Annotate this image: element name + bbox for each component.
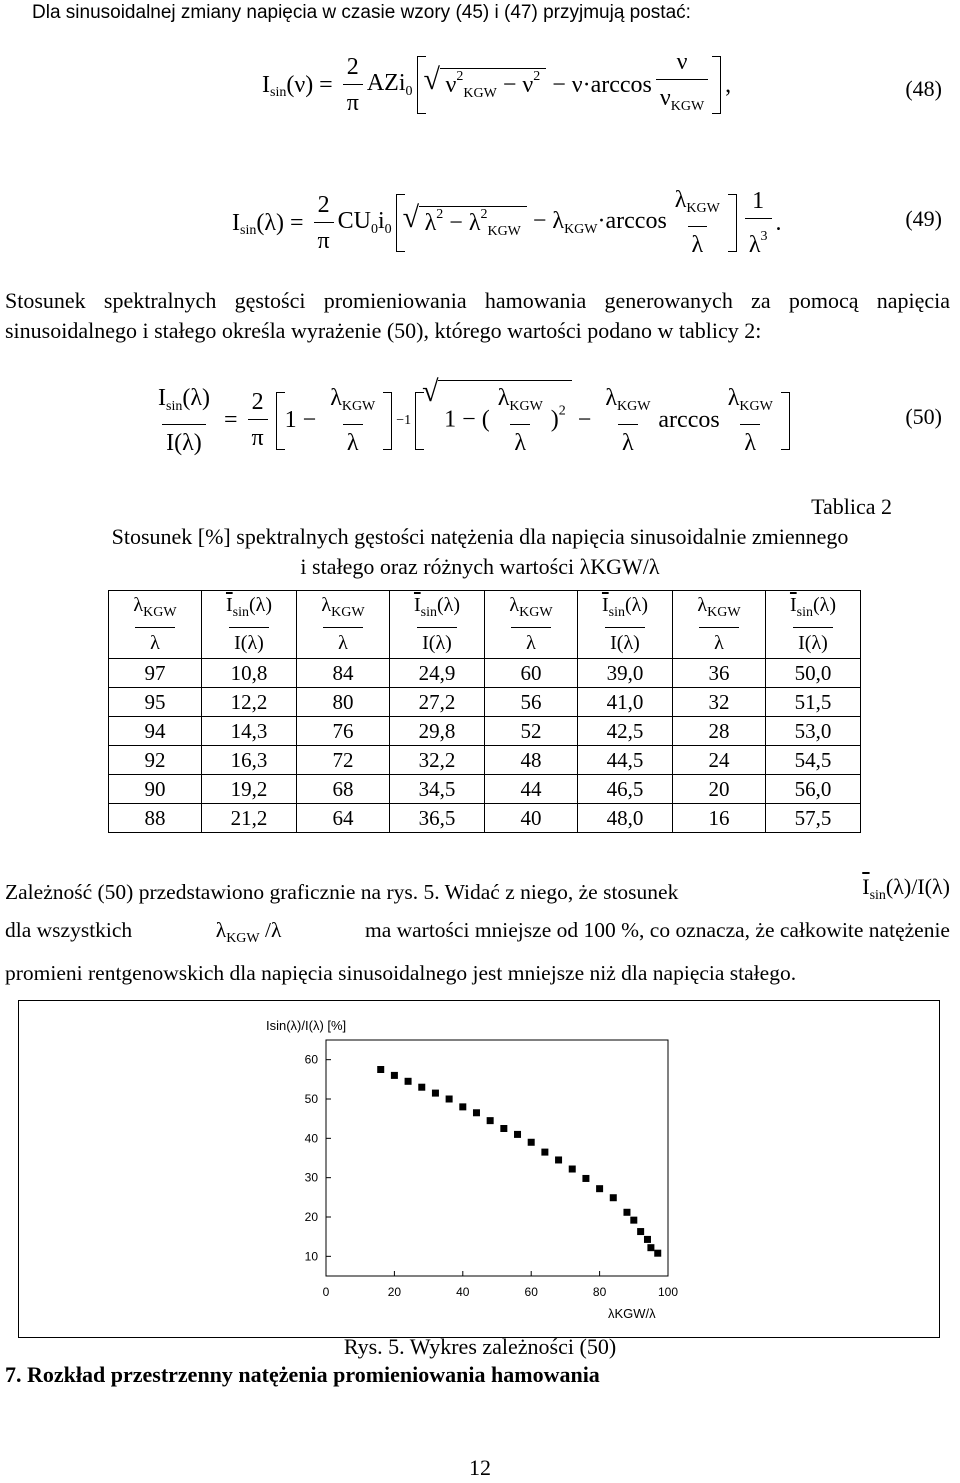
data-point <box>647 1244 654 1251</box>
x-tick-label: 0 <box>322 1285 330 1299</box>
y-tick-label: 30 <box>304 1170 318 1185</box>
table-cell: 41,0 <box>578 688 673 717</box>
y-tick-label: 50 <box>304 1092 318 1106</box>
data-point <box>459 1103 466 1110</box>
data-point <box>405 1078 412 1085</box>
data-point <box>541 1149 548 1156</box>
data-point <box>637 1228 644 1235</box>
y-tick-label: 20 <box>304 1210 318 1224</box>
table-caption: Stosunek [%] spektralnych gęstości natężenia dla napięcia sinusoidalnie zmiennego i stałego oraz różnych wartości λKGW/λ <box>111 524 849 579</box>
data-point <box>377 1066 384 1073</box>
table-row <box>109 717 861 746</box>
table-cell: 84 <box>297 659 390 688</box>
table-cell: 95 <box>109 688 202 717</box>
x-tick-label: 40 <box>456 1285 470 1299</box>
table-cell: 16 <box>673 804 766 833</box>
data-point <box>500 1125 507 1132</box>
data-point <box>555 1156 562 1163</box>
equation-number-49: (49) <box>905 206 942 231</box>
table-cell: 19,2 <box>202 775 297 804</box>
table-cell: 50,0 <box>766 659 861 688</box>
x-tick-label: 20 <box>387 1285 402 1299</box>
table-row <box>109 746 861 775</box>
data-table <box>108 590 861 833</box>
table-cell: 60 <box>485 659 578 688</box>
data-point <box>418 1084 425 1091</box>
table-cell: 80 <box>297 688 390 717</box>
table-cell: 16,3 <box>202 746 297 775</box>
data-point <box>514 1131 521 1138</box>
data-point <box>596 1185 603 1192</box>
table-cell: 57,5 <box>766 804 861 833</box>
figure-caption: Rys. 5. Wykres zależności (50) <box>343 1334 617 1359</box>
data-point <box>487 1117 494 1124</box>
table-cell: 46,5 <box>578 775 673 804</box>
chart-xlabel: λKGW/λ <box>608 1306 656 1321</box>
data-point <box>610 1194 617 1201</box>
table-cell: 56 <box>485 688 578 717</box>
table-cell: 34,5 <box>390 775 485 804</box>
table-cell: 36,5 <box>390 804 485 833</box>
table-cell: 44,5 <box>578 746 673 775</box>
table-cell: 40 <box>485 804 578 833</box>
plot-area <box>326 1040 668 1276</box>
table-cell: 12,2 <box>202 688 297 717</box>
data-point <box>644 1236 651 1243</box>
table-cell: 29,8 <box>390 717 485 746</box>
intro-text: Dla sinusoidalnej zmiany napięcia w czasie wzory (45) i (47) przyjmują postać: <box>32 2 691 23</box>
data-point <box>582 1175 589 1182</box>
equation-48: I sin (ν) = $\frac{2}{\pi}$ AZi$_0$ √ $\nu^2_{KGW} - \nu^2$ − ν·arccos $\frac{\nu}{\nu_{KGW}}$ , <box>262 45 731 125</box>
chart <box>18 1000 938 1336</box>
table-cell: 21,2 <box>202 804 297 833</box>
y-tick-label: 40 <box>304 1131 318 1146</box>
table-cell: 76 <box>297 717 390 746</box>
data-point <box>432 1090 439 1097</box>
paragraph-2-line-2b: ma wartości mniejsze od 100 %, co oznacza, że całkowite natężenie <box>364 918 950 942</box>
table-cell: 42,5 <box>578 717 673 746</box>
equation-50: $\frac{I_{sin}(\lambda)}{I(\lambda)}$ = $\frac{2}{\pi}$ 1 − $\frac{\lambda_{KGW}}{\lambda}$ −1 √ 1 − ( $\frac{\lambda_{KGW}}{\lambda}$ )$^2$ − $\frac{\lambda_{KGW}}{\lambda}$ arccos $\frac{\lambda_{KGW}}{\lambda}$ <box>150 380 794 461</box>
x-tick-label: 100 <box>657 1285 679 1299</box>
paragraph-2-line-1: Zależność (50) przedstawiono graficznie na rys. 5. Widać z niego, że stosunek <box>5 879 679 904</box>
table-cell: 72 <box>297 746 390 775</box>
x-tick-label: 60 <box>524 1285 538 1299</box>
table-cell: 14,3 <box>202 717 297 746</box>
equation-number-48: (48) <box>905 76 942 101</box>
table-cell: 28 <box>673 717 766 746</box>
table-cell: 97 <box>109 659 202 688</box>
y-tick-label: 10 <box>304 1249 318 1264</box>
equation-49: I sin (λ) = $\frac{2}{\pi}$ $CU_0i_0$ √ $\lambda^2 - \lambda^2_{KGW}$ − $\lambda_{KGW}\cdot\arccos$ $\frac{\lambda_{KGW}}{\lambda}$ $\frac{1}{\lambda^3}$ . <box>232 183 782 263</box>
table-cell: 10,8 <box>202 659 297 688</box>
data-point <box>446 1096 453 1103</box>
data-point <box>569 1166 576 1173</box>
table-row <box>109 688 861 717</box>
table-cell: 32 <box>673 688 766 717</box>
chart-axes <box>305 1040 679 1299</box>
chart-points <box>377 1066 661 1257</box>
y-tick-label: 60 <box>304 1052 318 1067</box>
table-row <box>109 775 861 804</box>
table-label: Tablica 2 <box>811 494 892 519</box>
table-cell: 88 <box>109 804 202 833</box>
table-cell: 24,9 <box>390 659 485 688</box>
paragraph-2: Zależność (50) przedstawiono graficznie na rys. 5. Widać z niego, że stosunek $\overline{I}_{sin}(\lambda)/I(\lambda)$ dla wszystkich $\lambda_{KGW}$ /λ ma wartości mniejsze od 100 %, co oznacza, że całkowite natężenie promieni rentgenowskich dla napięcia sinusoidalnego jest mniejsze niż dla napięcia stałego. <box>5 870 950 990</box>
table-cell: 53,0 <box>766 717 861 746</box>
table-cell: 36 <box>673 659 766 688</box>
table-cell: 27,2 <box>390 688 485 717</box>
data-point <box>473 1109 480 1116</box>
x-tick-label: 80 <box>592 1285 607 1299</box>
page-number: 12 <box>469 1455 491 1480</box>
table-row <box>109 804 861 833</box>
data-point <box>528 1139 535 1146</box>
data-point <box>630 1217 637 1224</box>
table-cell: 44 <box>485 775 578 804</box>
table-row <box>109 659 861 688</box>
paragraph-1: Stosunek spektralnych gęstości promieniowania hamowania generowanych za pomocą napięcia sinusoidalnego i stałego określa wyrażenie (50), którego wartości podano w tablicy 2: <box>5 288 950 343</box>
table-cell: 92 <box>109 746 202 775</box>
data-point <box>623 1209 630 1216</box>
table-cell: 32,2 <box>390 746 485 775</box>
table-cell: 51,5 <box>766 688 861 717</box>
table-cell: 24 <box>673 746 766 775</box>
paragraph-2-line-2a: dla wszystkich <box>5 918 133 942</box>
table-cell: 54,5 <box>766 746 861 775</box>
table-cell: 39,0 <box>578 659 673 688</box>
table-cell: 56,0 <box>766 775 861 804</box>
table-cell: 52 <box>485 717 578 746</box>
data-point <box>654 1250 661 1257</box>
table-cell: 48,0 <box>578 804 673 833</box>
paragraph-2-line-3: promieni rentgenowskich dla napięcia sinusoidalnego jest mniejsze niż dla napięcia stałego. <box>5 961 797 985</box>
table-cell: 20 <box>673 775 766 804</box>
section-heading: 7. Rozkład przestrzenny natężenia promieniowania hamowania <box>5 1362 600 1387</box>
table-cell: 48 <box>485 746 578 775</box>
table-cell: 94 <box>109 717 202 746</box>
chart-ylabel: Isin(λ)/I(λ) [%] <box>266 1018 347 1033</box>
table-cell: 90 <box>109 775 202 804</box>
table-header-row: $\lambda_{KGW}$ λ $\frac{\overline{I}_{sin}(\lambda)}{I(\lambda)}$ $\lambda_{KGW}$ λ $\frac{\overline{I}_{sin}(\lambda)}{I(\lambda)}$ $\lambda_{KGW}$ λ $\frac{\overline{I}_{sin}(\lambda)}{I(\lambda)}$ $\lambda_{KGW}$ λ $\frac{\overline{I}_{sin}(\lambda)}{I(\lambda)}$ <box>109 591 861 659</box>
data-point <box>391 1072 398 1079</box>
table-cell: 68 <box>297 775 390 804</box>
equation-number-50: (50) <box>905 404 942 429</box>
table-cell: 64 <box>297 804 390 833</box>
